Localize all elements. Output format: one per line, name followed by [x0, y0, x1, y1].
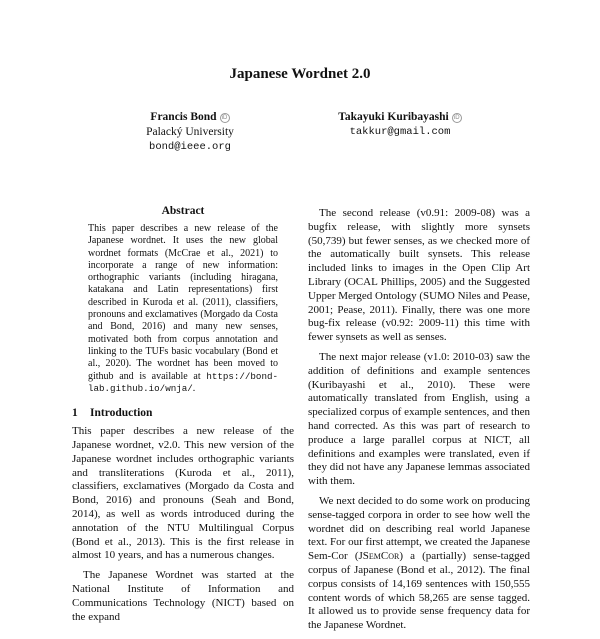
right-paragraph-3: We next decided to do some work on producing sense-tagged corpora in order to see how well the wordnet did on describing real world Japanese text. For our first attempt, we created the Japanese Sem-Cor (JSemCor) a (partially) sense-tagged corpus of Japanese (Bond et al., 2012). The final corpus consists of 14,169 sentences with 150,555 content words of which 58,265 are sense tagged. It allowed us to provide sense frequency data for the Japanese Wordnet. [308, 494, 530, 632]
author-2-name: Takayuki Kuribayashi [338, 111, 449, 123]
author-2-email[interactable]: takkur@gmail.com [349, 126, 451, 138]
right-column [308, 207, 530, 639]
author-1-name: Francis Bond [150, 111, 217, 123]
author-1-email[interactable]: bond@ieee.org [149, 141, 231, 153]
intro-paragraph-2: The Japanese Wordnet was started at the National Institute of Information and Communications Technology (NICT) based on the expand [72, 569, 294, 623]
orcid-icon[interactable]: iD [452, 113, 462, 123]
section-heading-introduction [72, 407, 294, 419]
author-1 [100, 110, 280, 155]
abstract-text: This paper describes a new release of the Japanese wordnet. It uses the new global wordnet formats (McCrae et al., 2021) to incorporate a range of new information: orthographic variants (including hiragana, katakana and Latin representations) first described in Kuroda et al. (2011), classifiers, pronouns and exclamatives (Morgado da Costa and Bond, 2016) and many new senses, motivated both from corpus annotation and linking to the TUFs basic vocabulary (Bond et al., 2020). The wordnet has been moved to github and is available at https://bond-lab.github.io/wnja/. [88, 223, 278, 394]
section-title: Introduction [90, 407, 153, 420]
section-number: 1 [72, 407, 78, 420]
right-paragraph-2: The next major release (v1.0: 2010-03) saw the addition of definitions and example sentences (Kuribayashi et al., 2010). These were automatically translated from English, using a specialized corpus of example sentences, and then hand corrected. As this was part of research to produce a large parallel corpus at NICT, all definitions and examples were translated, even if they did not have any Japanese lemmas associated with them. [308, 350, 530, 488]
left-column [72, 205, 294, 630]
author-2 [315, 110, 485, 140]
paper-title: Japanese Wordnet 2.0 [229, 66, 371, 82]
jsemcor-term: JSemCor [358, 550, 400, 563]
abstract-url-link[interactable]: https://bond-lab.github.io/wnja/ [88, 370, 278, 394]
author-1-affiliation: Palacký University [146, 126, 234, 138]
right-paragraph-1: The second release (v0.91: 2009-08) was a bugfix release, with slightly more synsets (50,739) but fewer senses, as we checked more of the automatically built synsets. This release included links to images in the Open Clip Art Library (OCAL Phillips, 2005) and the Suggested Upper Merged Ontology (SUMO Niles and Pease, 2001; Pease, 2011). Finally, there was one more bug-fix release (v0.92: 2009-11) this time with fewer synsets as well as senses. [308, 207, 530, 344]
abstract-heading: Abstract [161, 205, 205, 217]
intro-paragraph-1: This paper describes a new release of the Japanese wordnet, v2.0. This new version of the Japanese wordnet includes orthographic variants and transliterations (Kuroda et al., 2011), classifiers, exclamatives (Morgado da Costa and Bond, 2016) and pronouns (Seah and Bond, 2014), as well as words introduced during the annotation of the NTU Multilingual Corpus (Bond et al., 2013). This is the first release in almost 10 years, and has a numerous changes. [72, 425, 294, 562]
orcid-icon[interactable]: iD [220, 113, 230, 123]
